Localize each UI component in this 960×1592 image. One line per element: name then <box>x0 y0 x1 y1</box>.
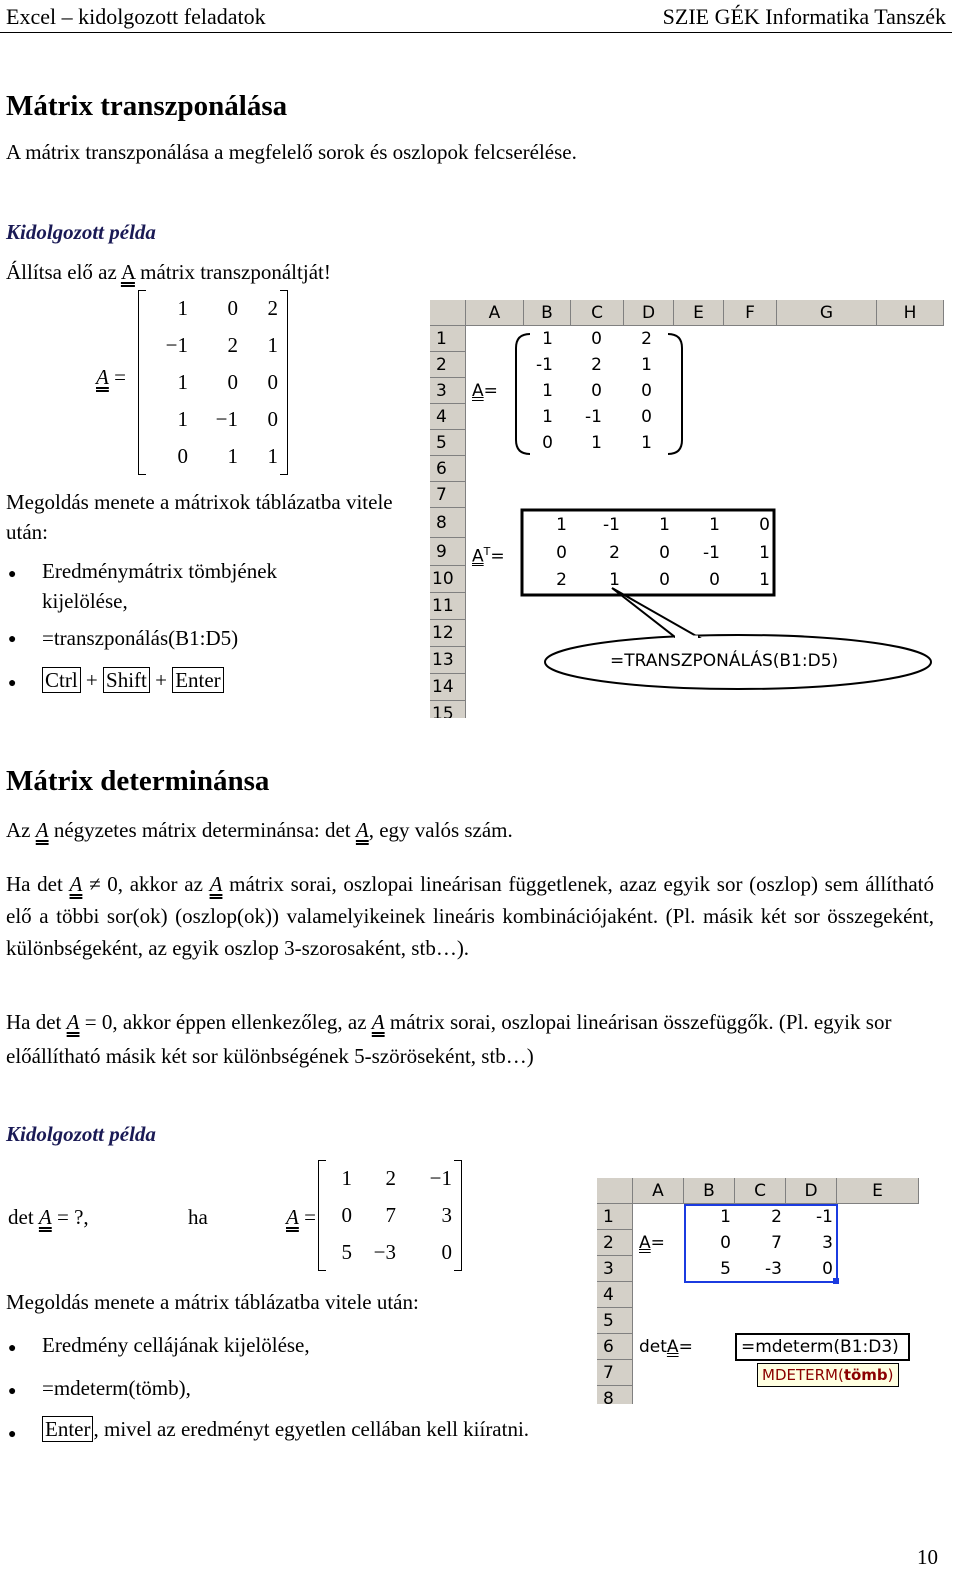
row-header: 3 <box>597 1256 633 1282</box>
cell: -1 <box>703 543 720 563</box>
step2-3-text: , mivel az eredményt egyetlen cellában kell kiíratni. <box>93 1417 530 1441</box>
m1-cell: 1 <box>267 333 278 357</box>
bullet-icon: ● <box>8 1341 17 1356</box>
matrix-b <box>318 1160 462 1271</box>
cell: 1 <box>641 355 652 375</box>
cell: 1 <box>641 433 652 453</box>
step-2: =transzponálás(B1:D5) <box>42 626 239 650</box>
row-header: 1 <box>430 326 466 352</box>
cell: 0 <box>556 543 567 563</box>
col-header: H <box>877 300 944 326</box>
cell: -1 <box>536 355 553 375</box>
cell: 1 <box>759 543 770 563</box>
cell: 0 <box>759 515 770 535</box>
cell: 1 <box>609 570 620 590</box>
task-pre: Állítsa elő az <box>6 260 121 284</box>
m1-cell: 1 <box>177 407 188 431</box>
label-at: $A^T=$ <box>472 545 505 567</box>
row-header: 5 <box>430 430 466 456</box>
row-header: 11 <box>430 593 466 620</box>
shift-key: Shift <box>103 667 150 693</box>
cell: 0 <box>709 570 720 590</box>
m2-cell: −1 <box>429 1166 452 1190</box>
excel-screenshot-transpose <box>430 300 944 718</box>
cell: 1 <box>556 515 567 535</box>
m1-cell: 2 <box>267 296 278 320</box>
m1-cell: −1 <box>215 407 238 431</box>
row-header: 12 <box>430 620 466 647</box>
row-header: 4 <box>597 1282 633 1308</box>
m1-cell: 1 <box>227 444 238 468</box>
bullet-icon: ● <box>8 1384 17 1399</box>
cell: 1 <box>542 381 553 401</box>
m1-cell: 0 <box>227 296 238 320</box>
cell: 1 <box>591 433 602 453</box>
determinant-definition: Az A négyzetes mátrix determinánsa: det A, egy valós szám. <box>6 818 513 842</box>
m2-cell: −3 <box>373 1240 396 1264</box>
col-header: C <box>571 300 624 326</box>
col-header: C <box>735 1178 786 1204</box>
cell: 1 <box>709 515 720 535</box>
m1-cell: 0 <box>177 444 188 468</box>
determinant-question: det A = ?, <box>8 1205 89 1229</box>
task-text <box>6 260 331 285</box>
page-number: 10 <box>917 1545 938 1569</box>
row-header: 8 <box>430 508 466 538</box>
cell: 0 <box>659 543 670 563</box>
ctrl-key: Ctrl <box>42 667 81 693</box>
m2-cell: 0 <box>341 1203 352 1227</box>
row-header: 2 <box>430 352 466 378</box>
m2-cell: 5 <box>341 1240 352 1264</box>
formula-cell[interactable]: =mdeterm(B1:D3) <box>741 1337 899 1357</box>
cell: 0 <box>591 381 602 401</box>
cell: 2 <box>641 329 652 349</box>
cell: 0 <box>822 1259 833 1279</box>
ha-word: ha <box>188 1205 208 1229</box>
matrix-b-label: A = <box>286 1205 316 1229</box>
cell: 1 <box>720 1207 731 1227</box>
cell: 2 <box>771 1207 782 1227</box>
row-header: 13 <box>430 647 466 674</box>
col-header: A <box>466 300 524 326</box>
plus-sign: + <box>155 668 167 692</box>
col-header: B <box>524 300 571 326</box>
col-header: A <box>633 1178 684 1204</box>
step-1: Eredménymátrix tömbjének kijelölése, <box>42 559 278 613</box>
col-header: E <box>674 300 724 326</box>
formula-tooltip: MDETERM(tömb) <box>757 1363 899 1387</box>
cell: 1 <box>759 570 770 590</box>
row-header: 2 <box>597 1230 633 1256</box>
label-a2: A= <box>639 1233 665 1253</box>
row-header: 14 <box>430 674 466 701</box>
row-header: 8 <box>597 1386 633 1404</box>
keyboard-shortcut <box>42 668 224 693</box>
matrix-a <box>138 290 288 475</box>
m2-cell: 3 <box>441 1203 452 1227</box>
header-left: Excel – kidolgozott feladatok <box>6 4 266 29</box>
label-a: A= <box>472 381 498 401</box>
enter-key: Enter <box>42 1416 93 1442</box>
step2-3 <box>42 1417 529 1442</box>
m1-cell: 2 <box>227 333 238 357</box>
m1-cell: 1 <box>177 296 188 320</box>
row-header: 7 <box>430 482 466 508</box>
bullet-icon: ● <box>8 567 17 582</box>
cell: -3 <box>765 1259 782 1279</box>
m1-cell: 0 <box>227 370 238 394</box>
cell: 0 <box>720 1233 731 1253</box>
col-header: D <box>624 300 674 326</box>
cell: 0 <box>659 570 670 590</box>
m1-cell: 1 <box>267 444 278 468</box>
step2-2: =mdeterm(tömb), <box>42 1376 191 1400</box>
col-header: G <box>777 300 877 326</box>
excel-screenshot-mdeterm <box>597 1178 919 1404</box>
cell: 2 <box>609 543 620 563</box>
m1-cell: 1 <box>177 370 188 394</box>
row-header: 5 <box>597 1308 633 1334</box>
matrix-a-label <box>96 365 126 390</box>
row-header: 6 <box>597 1334 633 1360</box>
plus-sign: + <box>85 668 98 692</box>
row-header: 15 <box>430 701 466 718</box>
row-header: 10 <box>430 566 466 593</box>
header-right: SZIE GÉK Informatika Tanszék <box>662 4 946 29</box>
bullet-icon: ● <box>8 1427 17 1442</box>
transpose-intro: A mátrix transzponálása a megfelelő sorok és oszlopok felcserélése. <box>6 140 577 164</box>
example-title-2: Kidolgozott példa <box>6 1122 156 1146</box>
cell: 3 <box>822 1233 833 1253</box>
cell: 0 <box>641 407 652 427</box>
matrix-a-eq: = <box>114 365 126 389</box>
cell: 0 <box>591 329 602 349</box>
m1-cell: 0 <box>267 370 278 394</box>
cell: 5 <box>720 1259 731 1279</box>
cell: 0 <box>542 433 553 453</box>
example-title-1: Kidolgozott példa <box>6 220 156 244</box>
cell: -1 <box>585 407 602 427</box>
col-header: B <box>684 1178 735 1204</box>
task-var: A <box>120 260 135 284</box>
row-header: 3 <box>430 378 466 404</box>
col-header: D <box>786 1178 837 1204</box>
section-title-determinant: Mátrix determinánsa <box>6 765 270 797</box>
cell: 0 <box>641 381 652 401</box>
m1-cell: −1 <box>165 333 188 357</box>
col-header: F <box>724 300 777 326</box>
cell: 2 <box>591 355 602 375</box>
callout-formula: =TRANSZPONÁLÁS(B1:D5) <box>610 651 839 671</box>
m2-cell: 1 <box>341 1166 352 1190</box>
m2-cell: 2 <box>385 1166 396 1190</box>
matrix-a-var: A <box>96 365 109 389</box>
m2-cell: 7 <box>385 1203 396 1227</box>
det-label: detA= <box>639 1337 693 1357</box>
determinant-nonzero-para: Ha det A ≠ 0, akkor az A mátrix sorai, oszlopai lineárisan függetlenek, azaz egyik sor (oszlop) sem állítható elő a többi sor(ok) (oszlop(ok)) valamelyikeinek lineáris kombinációjaként. (Pl. másik két sor összegeként, különbségeként, az egyik oszlop 3-szorosaként, stb…). <box>6 872 935 960</box>
row-header: 6 <box>430 456 466 482</box>
cell: 7 <box>771 1233 782 1253</box>
cell: 1 <box>542 407 553 427</box>
solution-intro-2: Megoldás menete a mátrix táblázatba vitele után: <box>6 1290 419 1314</box>
row-header: 1 <box>597 1204 633 1230</box>
row-header: 7 <box>597 1360 633 1386</box>
col-header: E <box>837 1178 919 1204</box>
step2-1: Eredmény cellájának kijelölése, <box>42 1333 310 1357</box>
solution-intro-1: Megoldás menete a mátrixok táblázatba vitele után: <box>6 490 393 544</box>
m1-cell: 0 <box>267 407 278 431</box>
header-divider <box>0 32 952 33</box>
m2-cell: 0 <box>441 1240 452 1264</box>
row-header: 4 <box>430 404 466 430</box>
row-header: 9 <box>430 538 466 566</box>
task-post: mátrix transzponáltját! <box>134 260 331 284</box>
cell: 1 <box>542 329 553 349</box>
cell: 1 <box>659 515 670 535</box>
section-title-transpose: Mátrix transzponálása <box>6 90 288 122</box>
cell: -1 <box>603 515 620 535</box>
bullet-icon: ● <box>8 676 17 691</box>
determinant-zero-para: Ha det A = 0, akkor éppen ellenkezőleg, az A mátrix sorai, oszlopai lineárisan összefüggők. (Pl. egyik sor előállítható másik két sor különbségének 5-szöröseként, stb…) <box>6 1010 892 1068</box>
cell: -1 <box>816 1207 833 1227</box>
bullet-icon: ● <box>8 632 17 647</box>
cell: 2 <box>556 570 567 590</box>
enter-key: Enter <box>172 667 223 693</box>
